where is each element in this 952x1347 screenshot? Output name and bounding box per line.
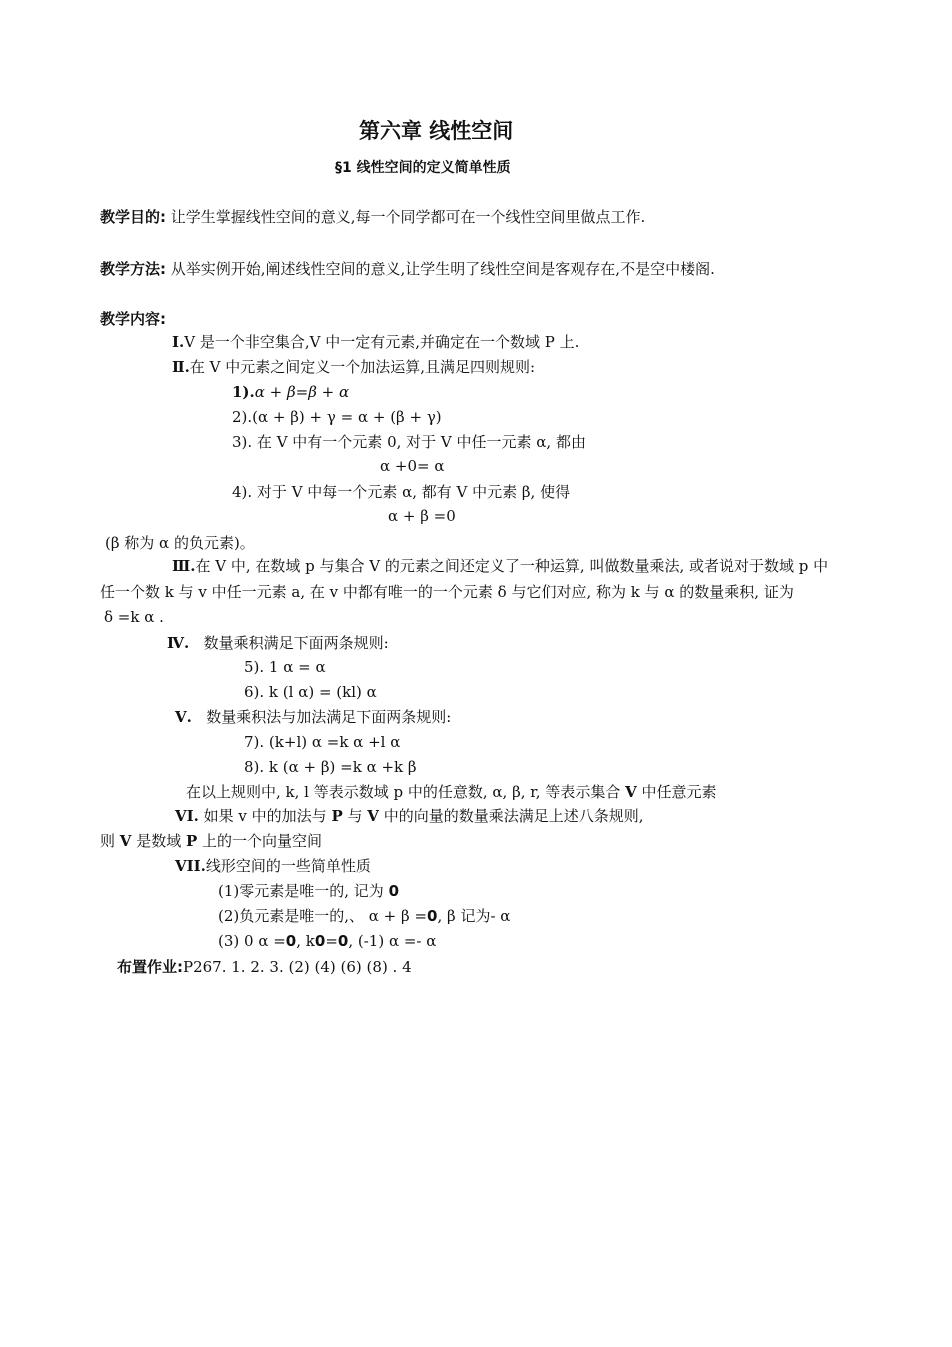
rule-2-number: 2). <box>232 408 253 426</box>
property-3-zero-2: 0 <box>314 932 326 950</box>
rule-2 <box>232 406 442 428</box>
item-III-line2: 任一个数 k 与 v 中任一元素 a, 在 v 中都有唯一的一个元素 δ 与它们对应, 称为 k 与 α 的数量乘积, 证为 <box>100 583 794 601</box>
rule-7: 7). (k+l) α =k α +l α <box>244 733 401 751</box>
item-VII <box>175 855 371 877</box>
rule-4: 4). 对于 V 中每一个元素 α, 都有 V 中元素 β, 使得 <box>232 483 571 501</box>
page-title: 第六章 线性空间 <box>359 119 514 143</box>
item-VI-cont-pre: 则 <box>100 832 120 850</box>
rule-3: 3). 在 V 中有一个元素 0, 对于 V 中任一元素 α, 都由 <box>232 433 586 451</box>
property-2-text: (2)负元素是唯一的,、 α + β = <box>218 907 428 925</box>
item-VI-v: V <box>367 807 379 825</box>
item-III-line3: δ =k α . <box>104 608 164 626</box>
rule-2-formula: (α + β) + γ = α + (β + γ) <box>252 408 442 426</box>
item-VI-cont-v: V <box>119 832 132 850</box>
objective-label: 教学目的: <box>100 208 166 226</box>
rule-1 <box>232 381 349 403</box>
property-2-zero: 0 <box>427 907 438 925</box>
item-V-number: Ⅴ. <box>175 708 192 726</box>
property-3-pre: (3) 0 α = <box>218 932 286 950</box>
rule-4-formula: α + β =0 <box>388 507 456 525</box>
item-IV-number: Ⅳ. <box>167 634 190 652</box>
rules-note-post: 中任意元素 <box>636 783 717 801</box>
method-text: 从举实例开始,阐述线性空间的意义,让学生明了线性空间是客观存在,不是空中楼阁. <box>166 260 715 278</box>
rules-note-text: 在以上规则中, k, l 等表示数域 p 中的任意数, α, β, r, 等表示集合 <box>186 783 626 801</box>
item-VII-number: VII. <box>175 857 206 875</box>
item-VI-cont-post: 上的一个向量空间 <box>197 832 323 850</box>
item-VI-cont-p: P <box>185 832 198 850</box>
rules-note <box>186 781 717 803</box>
property-1-zero: 0 <box>388 882 399 900</box>
negative-element-note: (β 称为 α 的负元素)。 <box>105 534 255 552</box>
item-IV <box>167 632 389 654</box>
objective-text: 让学生掌握线性空间的意义,每一个同学都可在一个线性空间里做点工作. <box>166 208 646 226</box>
rule-1-formula: α + β=β + α <box>254 383 350 401</box>
property-3-post: , (-1) α =- α <box>348 932 437 950</box>
item-VII-text: 线形空间的一些简单性质 <box>205 857 371 875</box>
item-III <box>172 555 828 577</box>
item-II-number: Ⅱ. <box>172 358 190 376</box>
item-II <box>172 356 535 378</box>
item-VI-text: 如果 v 中的加法与 <box>198 807 332 825</box>
rule-8: 8). k (α + β) =k α +k β <box>244 758 417 776</box>
item-V-text: 数量乘积法与加法满足下面两条规则: <box>206 708 452 726</box>
property-2 <box>218 905 510 927</box>
property-3-mid-2: = <box>325 932 338 950</box>
item-I-number: Ⅰ. <box>172 333 185 351</box>
item-I <box>172 331 579 353</box>
property-1-text: (1)零元素是唯一的, 记为 <box>218 882 389 900</box>
property-3 <box>218 930 436 952</box>
homework-label: 布置作业: <box>117 958 183 976</box>
item-VI-mid: 与 <box>342 807 368 825</box>
property-3-zero-3: 0 <box>337 932 349 950</box>
property-1 <box>218 880 399 902</box>
teaching-objective <box>100 206 645 228</box>
item-VI-post: 中的向量的数量乘法满足上述八条规则, <box>378 807 644 825</box>
item-VI <box>175 805 643 827</box>
content-label: 教学内容: <box>100 310 166 328</box>
item-III-line1: 在 V 中, 在数域 p 与集合 V 的元素之间还定义了一种运算, 叫做数量乘法, 或者说对于数域 p 中 <box>195 557 829 575</box>
item-II-text: 在 V 中元素之间定义一个加法运算,且满足四则规则: <box>189 358 536 376</box>
method-label: 教学方法: <box>100 260 166 278</box>
property-2-post: , β 记为- α <box>437 907 511 925</box>
item-VI-continued <box>100 830 322 852</box>
rule-3-formula: α +0= α <box>380 457 445 475</box>
homework-text: P267. 1. 2. 3. (2) (4) (6) (8) . 4 <box>183 958 412 976</box>
rules-note-v: V <box>625 783 637 801</box>
item-III-number: Ⅲ. <box>172 557 196 575</box>
section-title: §1 线性空间的定义简单性质 <box>335 160 511 176</box>
property-3-mid-1: , k <box>296 932 315 950</box>
item-V <box>175 706 451 728</box>
item-VI-p: P <box>331 807 343 825</box>
property-3-zero-1: 0 <box>285 932 297 950</box>
rule-1-number: 1). <box>232 383 255 401</box>
item-I-text: V 是一个非空集合,V 中一定有元素,并确定在一个数域 P 上. <box>184 333 580 351</box>
item-VI-number: VI. <box>175 807 199 825</box>
item-VI-cont-mid: 是数域 <box>131 832 186 850</box>
rule-6: 6). k (l α) = (kl) α <box>244 683 377 701</box>
rule-5: 5). 1 α = α <box>244 658 326 676</box>
teaching-method <box>100 258 715 280</box>
item-IV-text: 数量乘积满足下面两条规则: <box>203 634 389 652</box>
homework <box>117 956 412 978</box>
